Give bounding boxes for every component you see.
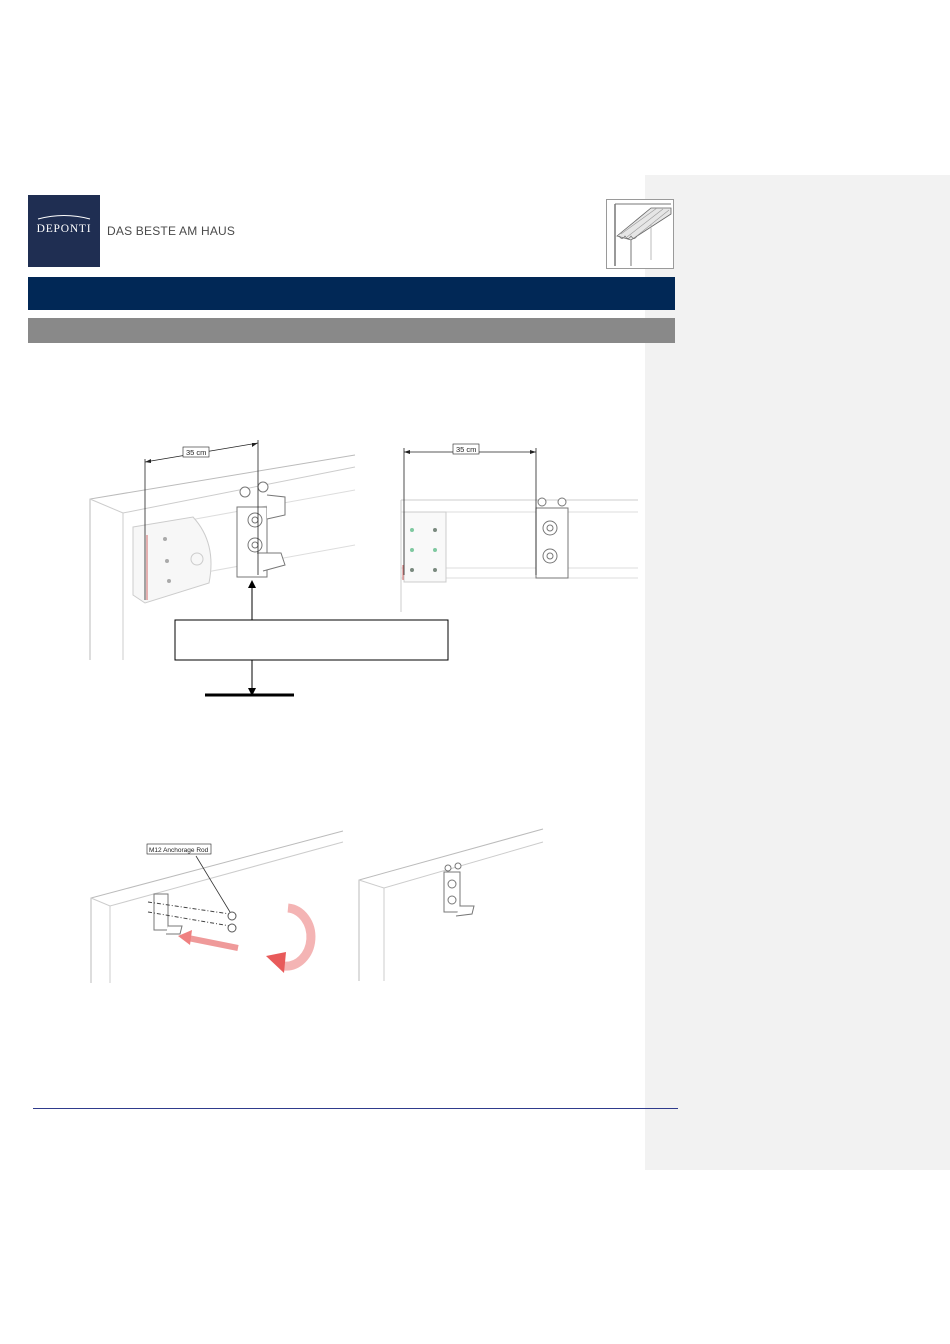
- deponti-logo: [28, 195, 100, 267]
- logo-text: DEPONTI: [36, 223, 92, 235]
- callout-diagram: [170, 580, 460, 702]
- mounted-bracket-drawing: [356, 826, 546, 984]
- rotate-arrow-icon: [284, 908, 311, 966]
- callout-box: [175, 620, 448, 660]
- footer-rule: [33, 1108, 678, 1109]
- awning-icon: [606, 199, 674, 269]
- company-tagline: DAS BESTE AM HAUS: [107, 224, 236, 238]
- left-dimension-label: 35 cm: [186, 448, 207, 457]
- logo-arc-icon: [36, 213, 92, 221]
- section-title-bar: [28, 277, 675, 310]
- push-arrow-icon: [188, 938, 238, 948]
- section-subtitle-bar: [28, 318, 675, 343]
- comment-margin-pane: [645, 175, 950, 1170]
- anchorage-rod-label: M12 Anchorage Rod: [149, 847, 209, 854]
- anchorage-rod-drawing: [88, 828, 348, 986]
- right-dimension-label: 35 cm: [456, 445, 477, 454]
